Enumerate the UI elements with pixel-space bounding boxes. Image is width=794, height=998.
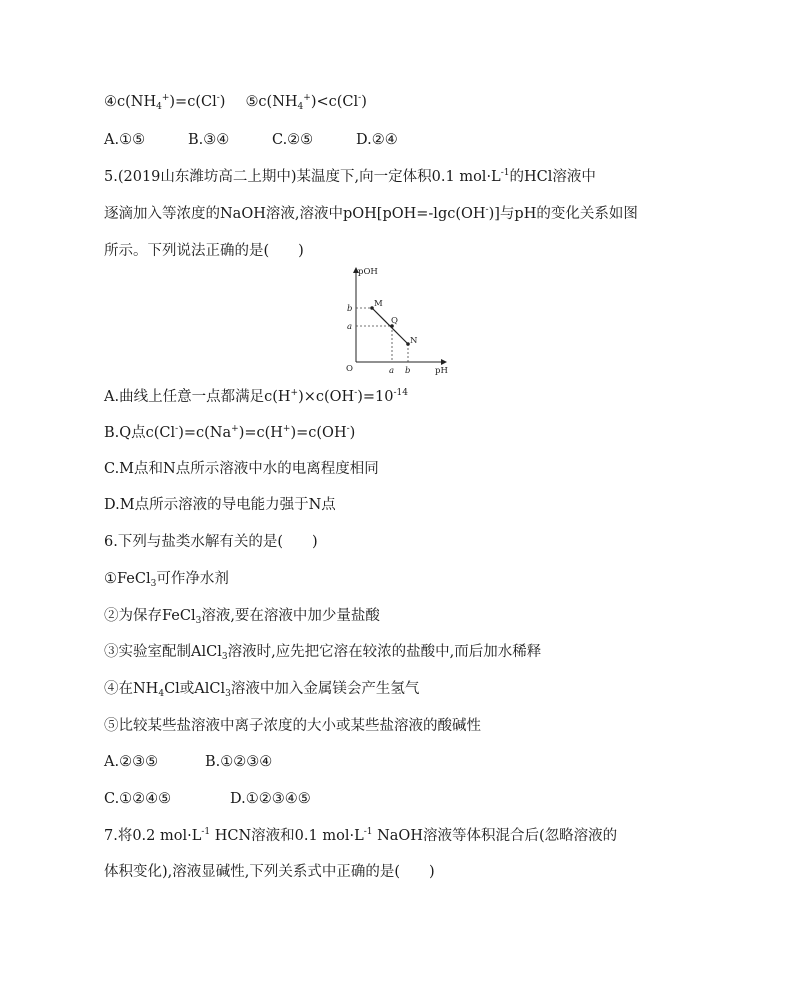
sup: - (358, 93, 362, 103)
text: )]与pH的变化关系如图 (488, 206, 638, 222)
q6-stem (104, 532, 318, 552)
text: HCN溶液和0.1 mol·L (210, 828, 364, 844)
text: ①FeCl (104, 571, 151, 587)
q5-option-d (104, 495, 336, 515)
text: )=c(Na (178, 425, 232, 441)
sup: - (354, 388, 358, 398)
sub: 3 (221, 652, 228, 662)
q5-stem-line1 (104, 167, 596, 187)
sub: 4 (156, 102, 162, 112)
text: 的HCl溶液中 (509, 169, 596, 185)
q4-item-4-5 (104, 92, 367, 112)
sub: 3 (225, 689, 231, 699)
point-q-label: Q (391, 316, 398, 326)
q5-option-c (104, 459, 379, 479)
sup: - (216, 93, 220, 103)
text: ⑤c(NH (245, 94, 298, 110)
sub: 4 (158, 689, 165, 699)
q6-statement-4 (104, 679, 419, 699)
text: )=c(H (238, 425, 283, 441)
text: 体积变化),溶液显碱性,下列关系式中正确的是( ) (104, 864, 435, 880)
text: A.曲线上任意一点都满足c(H (104, 389, 291, 405)
text: D.M点所示溶液的导电能力强于N点 (104, 497, 336, 513)
text: )=10 (357, 389, 394, 405)
text: 溶液,要在溶液中加少量盐酸 (201, 608, 380, 624)
text: ④c(NH (104, 94, 157, 110)
text: ) (349, 425, 356, 441)
poh-ph-graph (334, 262, 454, 376)
origin-label: O (346, 364, 353, 374)
q5-stem-line2 (104, 204, 638, 224)
sup: + (231, 424, 239, 434)
q5-option-a (104, 387, 408, 407)
text: ④在NH (104, 681, 159, 697)
text: ) (219, 94, 226, 110)
text: ③实验室配制AlCl (104, 644, 222, 660)
sup: + (290, 388, 299, 398)
x-tick-a: a (389, 366, 395, 376)
text: C.M点和N点所示溶液中水的电离程度相同 (104, 461, 379, 477)
text: 可作净水剂 (156, 571, 229, 587)
sub: 4 (297, 102, 304, 112)
text: Cl或AlCl (164, 681, 226, 697)
text: ) (361, 94, 367, 110)
sup: -14 (393, 388, 408, 398)
q6-statement-5 (104, 716, 481, 736)
q6-option-c: C.①②④⑤ (104, 791, 172, 807)
q6-option-d: D.①②③④⑤ (230, 791, 311, 807)
sup: - (346, 424, 350, 434)
text: 溶液时,应先把它溶在较浓的盐酸中,而后加水稀释 (227, 644, 542, 660)
y-axis-label: pOH (358, 267, 378, 277)
q6-statement-2 (104, 606, 380, 626)
q6-statement-1 (104, 569, 229, 589)
x-axis-label: pH (435, 366, 448, 376)
q7-stem-line1 (104, 826, 617, 846)
q6-options-cd (104, 789, 311, 809)
q4-options (104, 130, 398, 150)
q4-option-d: D.②④ (356, 132, 398, 148)
text: 所示。下列说法正确的是( ) (104, 243, 304, 259)
sub: 3 (150, 579, 157, 589)
text: 6.下列与盐类水解有关的是( ) (104, 534, 318, 550)
text: 7.将0.2 mol·L (104, 828, 202, 844)
text: 逐滴加入等浓度的NaOH溶液,溶液中pOH[pOH=-lgc(OH (104, 206, 486, 222)
text: NaOH溶液等体积混合后(忽略溶液的 (372, 828, 618, 844)
text: )×c(OH (298, 389, 355, 405)
q6-statement-3 (104, 642, 541, 662)
sup: -1 (500, 168, 510, 178)
q6-option-b: B.①②③④ (205, 754, 273, 770)
text: B.Q点c(Cl (104, 425, 176, 441)
sub: 3 (195, 616, 202, 626)
sup: - (485, 205, 489, 215)
q6-option-a: A.②③⑤ (104, 754, 159, 770)
q4-option-b: B.③④ (188, 132, 230, 148)
sup: + (161, 93, 170, 103)
q6-options-ab (104, 752, 272, 772)
q7-stem-line2 (104, 862, 435, 882)
text: 溶液中加入金属镁会产生氢气 (230, 681, 420, 697)
sup: + (303, 93, 311, 103)
text: ⑤比较某些盐溶液中离子浓度的大小或某些盐溶液的酸碱性 (104, 718, 481, 734)
sup: - (175, 424, 179, 434)
point-m-label: M (374, 299, 383, 309)
text: )<c(Cl (310, 94, 359, 110)
y-tick-a: a (347, 322, 353, 332)
q5-stem-line3 (104, 241, 304, 261)
text: 5.(2019山东潍坊高二上期中)某温度下,向一定体积0.1 mol·L (104, 169, 501, 185)
sup: + (282, 424, 291, 434)
point-n-label: N (410, 336, 418, 346)
q4-option-a: A.①⑤ (104, 132, 146, 148)
text: ②为保存FeCl (104, 608, 196, 624)
y-tick-b: b (347, 304, 353, 314)
q5-option-b (104, 423, 355, 443)
text: )=c(OH (290, 425, 347, 441)
x-tick-b: b (405, 366, 411, 376)
sup: -1 (201, 827, 211, 837)
sup: -1 (363, 827, 373, 837)
text: )=c(Cl (169, 94, 217, 110)
q4-option-c: C.②⑤ (272, 132, 314, 148)
